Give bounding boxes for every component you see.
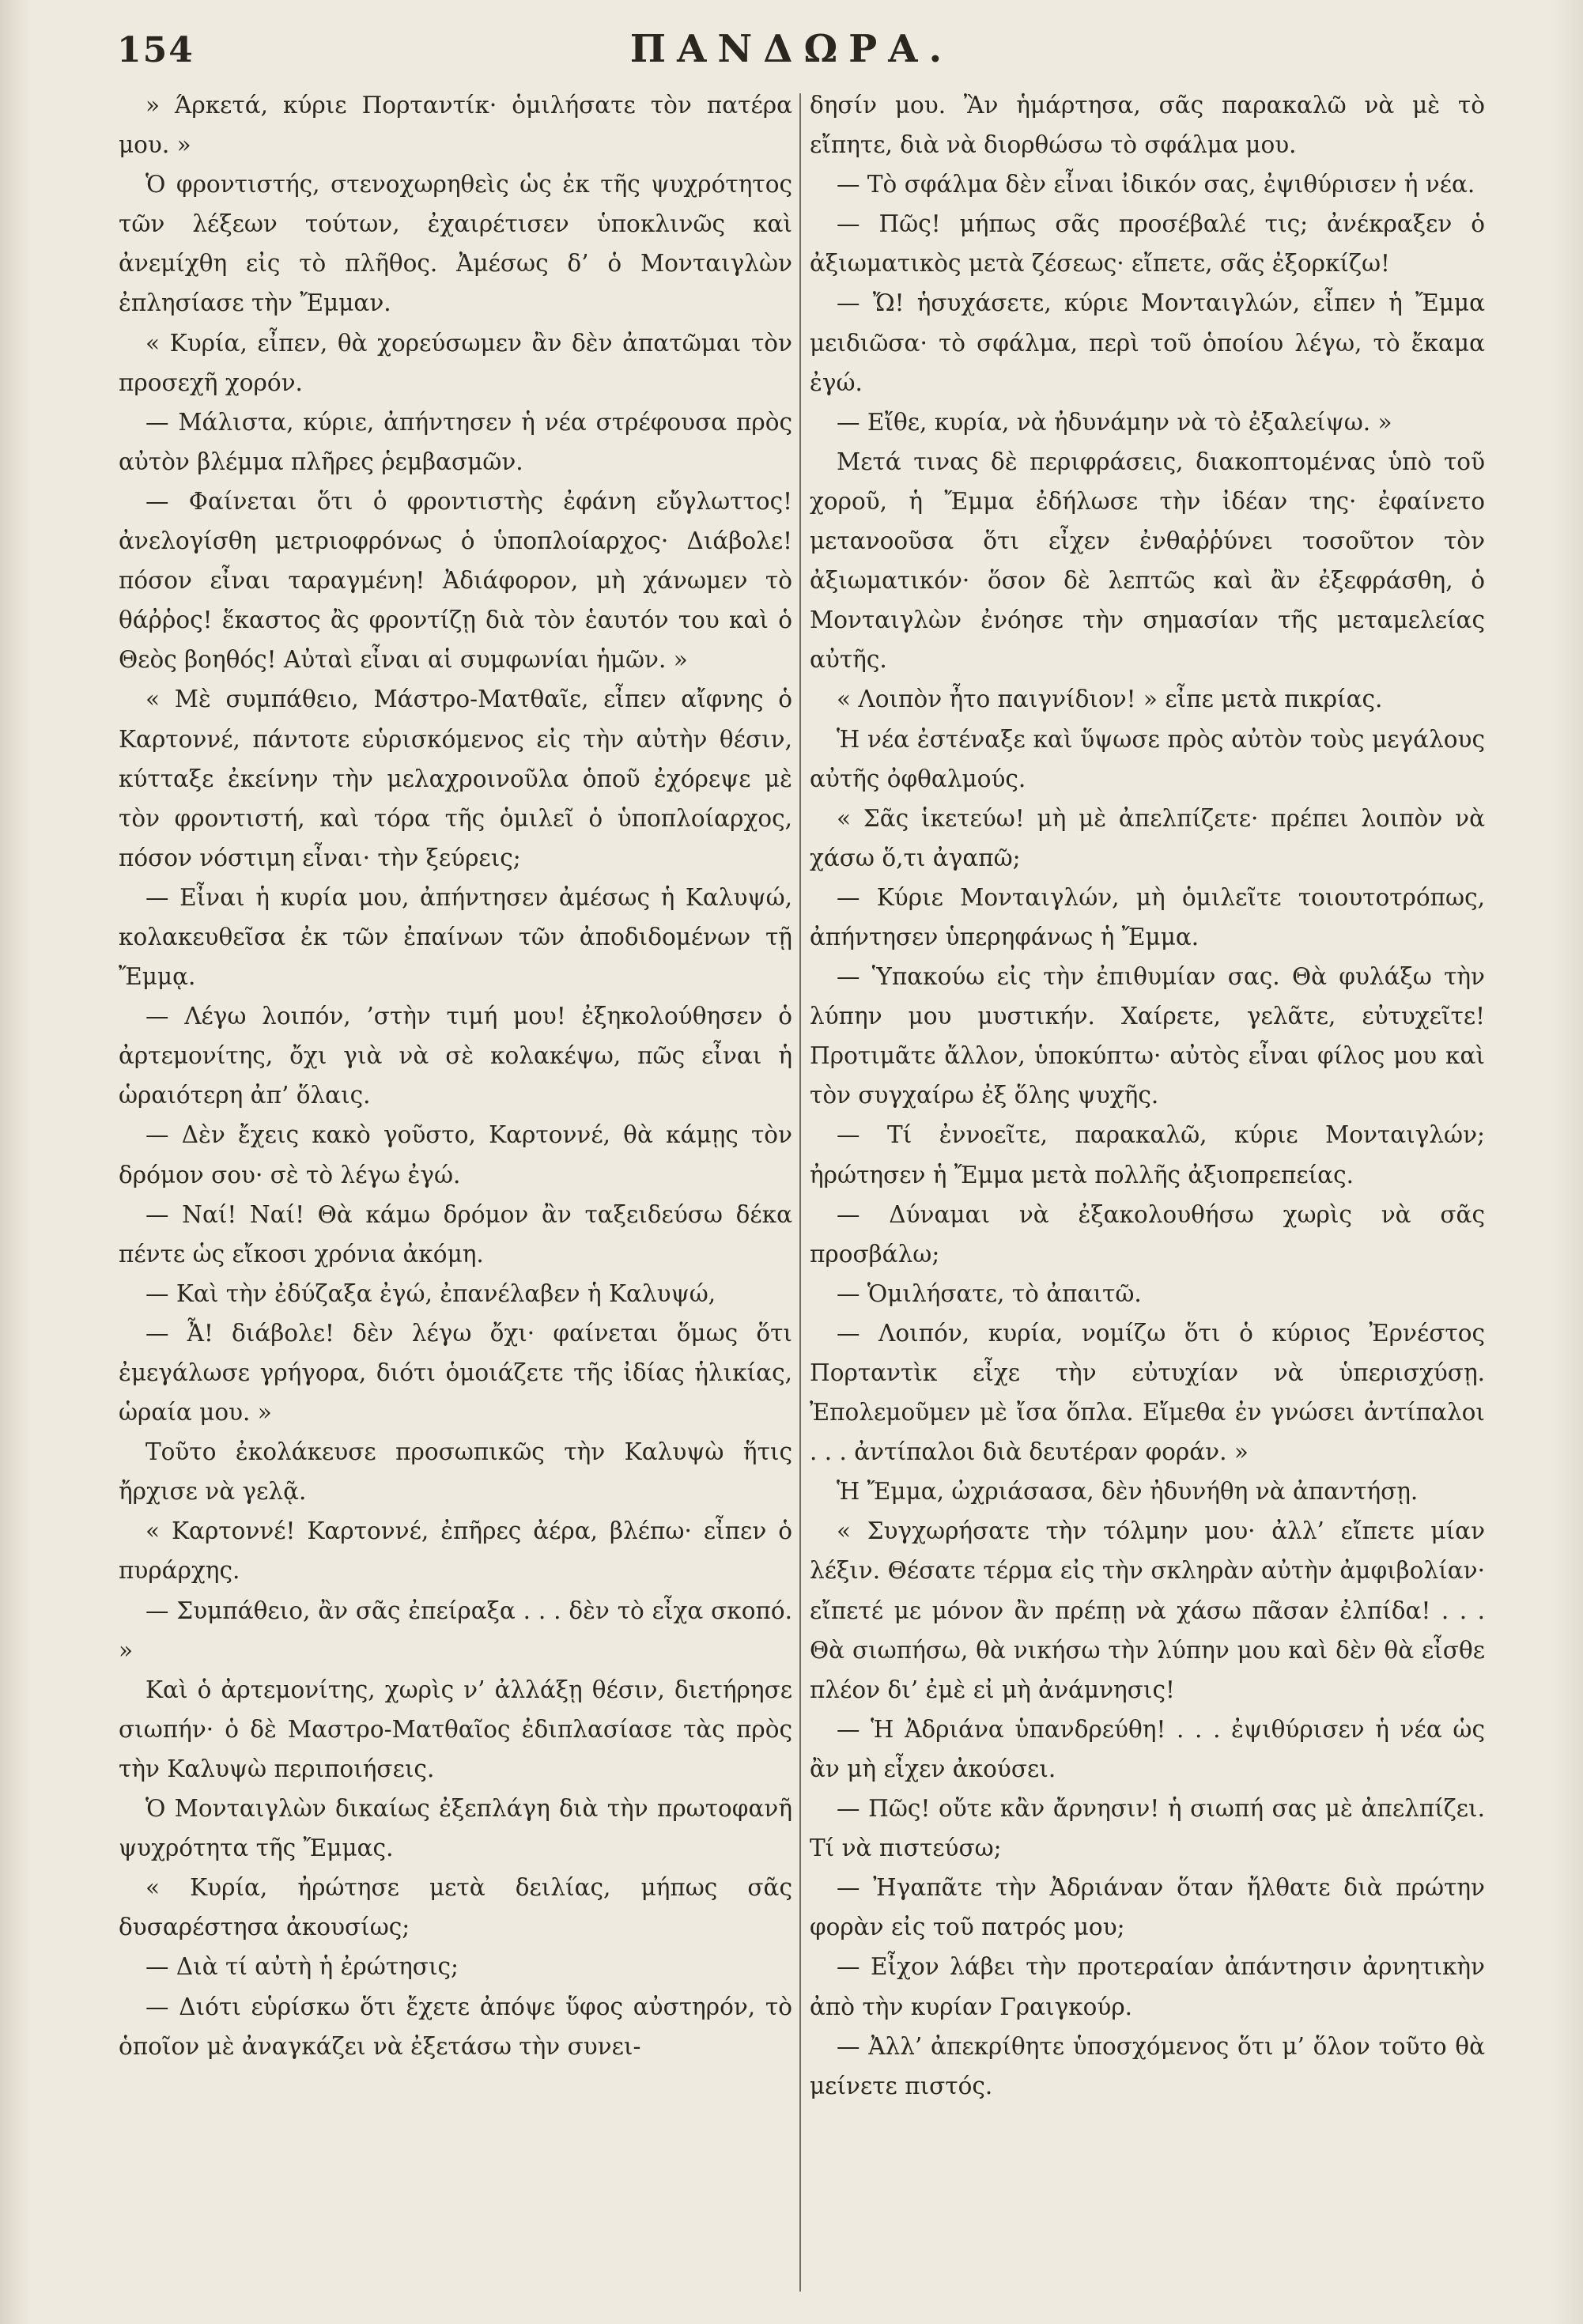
- paragraph: Ὁ Μονταιγλὼν δικαίως ἐξεπλάγη διὰ τὴν πρωτοφανῆ ψυχρότητα τῆς Ἔμμας.: [119, 1795, 792, 1862]
- paragraph: « Κυρία, ἠρώτησε μετὰ δειλίας, μήπως σᾶς δυσαρέστησα ἀκουσίως;: [119, 1874, 792, 1941]
- page-number: 154: [117, 30, 195, 70]
- paragraph: — Εἴθε, κυρία, νὰ ἠδυνάμην νὰ τὸ ἐξαλείψω. »: [837, 408, 1392, 436]
- paragraph: Καὶ ὁ ἀρτεμονίτης, χωρὶς ν’ ἀλλάξῃ θέσιν, διετήρησε σιωπήν· ὁ δὲ Μαστρο-Ματθαῖος ἐδιπλασίασε τὰς πρὸς τὴν Καλυψὼ περιποιήσεις.: [119, 1676, 792, 1782]
- paragraph: « Λοιπὸν ἦτο παιγνίδιον! » εἶπε μετὰ πικρίας.: [837, 686, 1383, 713]
- paragraph: « Κυρία, εἶπεν, θὰ χορεύσωμεν ἂν δὲν ἀπατῶμαι τὸν προσεχῆ χορόν.: [119, 329, 792, 396]
- paragraph: — Ἠγαπᾶτε τὴν Ἀδριάναν ὅταν ἤλθατε διὰ πρώτην φορὰν εἰς τοῦ πατρός μου;: [810, 1874, 1485, 1941]
- paragraph: — Ὁμιλήσατε, τὸ ἀπαιτῶ.: [837, 1279, 1142, 1307]
- paragraph: — Συμπάθειο, ἂν σᾶς ἐπείραξα . . . δὲν τὸ εἶχα σκοπό. »: [119, 1597, 792, 1664]
- paragraph: — Ἆ! διάβολε! δὲν λέγω ὄχι· φαίνεται ὅμως ὅτι ἐμεγάλωσε γρήγορα, διότι ὁμοιάζετε τῆς ἰδίας ἡλικίας, ὡραία μου. »: [119, 1319, 792, 1427]
- paragraph: — Τὸ σφάλμα δὲν εἶναι ἰδικόν σας, ἐψιθύρισεν ἡ νέα.: [837, 171, 1475, 198]
- paragraph: — Ἡ Ἀδριάνα ὑπανδρεύθη! . . . ἐψιθύρισεν ἡ νέα ὡς ἂν μὴ εἶχεν ἀκούσει.: [810, 1715, 1485, 1782]
- paragraph: — Ὑπακούω εἰς τὴν ἐπιθυμίαν σας. Θὰ φυλάξω τὴν λύπην μου μυστικήν. Χαίρετε, γελᾶτε, εὐτυχεῖτε! Προτιμᾶτε ἄλλον, ὑποκύπτω· αὐτὸς εἶναι φίλος μου καὶ τὸν συγχαίρω ἐξ ὅλης ψυχῆς.: [810, 963, 1485, 1109]
- paragraph: — Διότι εὑρίσκω ὅτι ἔχετε ἀπόψε ὕφος αὐστηρόν, τὸ ὁποῖον μὲ ἀναγκάζει νὰ ἐξετάσω τὴν συνει-: [119, 1993, 792, 2060]
- paragraph: — Εἶναι ἡ κυρία μου, ἀπήντησεν ἀμέσως ἡ Καλυψώ, κολακευθεῖσα ἐκ τῶν ἐπαίνων τῶν ἀποδιδομένων τῇ Ἔμμᾳ.: [119, 883, 792, 991]
- paragraph: — Πῶς! οὔτε κἂν ἄρνησιν! ἡ σιωπή σας μὲ ἀπελπίζει. Τί νὰ πιστεύσω;: [810, 1795, 1485, 1862]
- paragraph: — Ναί! Ναί! Θὰ κάμω δρόμον ἂν ταξειδεύσω δέκα πέντε ὡς εἴκοσι χρόνια ἀκόμη.: [119, 1200, 792, 1268]
- paragraph: Ἡ νέα ἐστέναξε καὶ ὕψωσε πρὸς αὐτὸν τοὺς μεγάλους αὐτῆς ὀφθαλμούς.: [810, 725, 1485, 792]
- paragraph: Μετά τινας δὲ περιφράσεις, διακοπτομένας ὑπὸ τοῦ χοροῦ, ἡ Ἔμμα ἐδήλωσε τὴν ἰδέαν της· ἐφαίνετο μετανοοῦσα ὅτι εἶχεν ἐνθαῤῥύνει τοσοῦτον τὸν ἀξιωματικόν· ὅσον δὲ λεπτῶς καὶ ἂν ἐξεφράσθη, ὁ Μονταιγλὼν ἐνόησε τὴν σημασίαν τῆς μεταμελείας αὐτῆς.: [810, 448, 1485, 674]
- paragraph: — Κύριε Μονταιγλών, μὴ ὁμιλεῖτε τοιουτοτρόπως, ἀπήντησεν ὑπερηφάνως ἡ Ἔμμα.: [810, 883, 1485, 950]
- paragraph: — Εἶχον λάβει τὴν προτεραίαν ἀπάντησιν ἀρνητικὴν ἀπὸ τὴν κυρίαν Γραιγκούρ.: [810, 1953, 1485, 2020]
- running-title: ΠΑΝΔΩΡΑ.: [629, 27, 954, 71]
- left-column: [119, 85, 792, 2066]
- paragraph: Ἡ Ἔμμα, ὠχριάσασα, δὲν ἠδυνήθη νὰ ἀπαντήσῃ.: [837, 1478, 1419, 1506]
- paragraph: « Καρτοννέ! Καρτοννέ, ἐπῆρες ἀέρα, βλέπω· εἶπεν ὁ πυράρχης.: [119, 1517, 792, 1585]
- paragraph: — Λοιπόν, κυρία, νομίζω ὅτι ὁ κύριος Ἐρνέστος Πορταντὶκ εἶχε τὴν εὐτυχίαν νὰ ὑπερισχύσῃ. Ἐπολεμοῦμεν μὲ ἴσα ὅπλα. Εἴμεθα ἐν γνώσει ἀντίπαλοι . . . ἀντίπαλοι διὰ δευτέραν φοράν. »: [810, 1319, 1485, 1466]
- paragraph: — Ἀλλ’ ἀπεκρίθητε ὑποσχόμενος ὅτι μ’ ὅλον τοῦτο θὰ μείνετε πιστός.: [810, 2032, 1485, 2099]
- paragraph: — Μάλιστα, κύριε, ἀπήντησεν ἡ νέα στρέφουσα πρὸς αὐτὸν βλέμμα πλῆρες ῥεμβασμῶν.: [119, 408, 792, 475]
- column-divider: [799, 93, 801, 2292]
- paragraph: — Δύναμαι νὰ ἐξακολουθήσω χωρὶς νὰ σᾶς προσβάλω;: [810, 1200, 1485, 1268]
- paragraph: δησίν μου. Ἂν ἡμάρτησα, σᾶς παρακαλῶ νὰ μὲ τὸ εἴπητε, διὰ νὰ διορθώσω τὸ σφάλμα μου.: [810, 92, 1485, 159]
- paragraph: — Διὰ τί αὐτὴ ἡ ἐρώτησις;: [145, 1953, 459, 1981]
- paragraph: « Σᾶς ἱκετεύω! μὴ μὲ ἀπελπίζετε· πρέπει λοιπὸν νὰ χάσω ὅ,τι ἀγαπῶ;: [810, 804, 1485, 871]
- page-header: [0, 24, 1583, 79]
- paragraph: — Τί ἐννοεῖτε, παρακαλῶ, κύριε Μονταιγλών; ἠρώτησεν ἡ Ἔμμα μετὰ πολλῆς ἀξιοπρεπείας.: [810, 1121, 1485, 1188]
- right-column: [810, 85, 1485, 2106]
- paragraph: — Πῶς! μήπως σᾶς προσέβαλέ τις; ἀνέκραξεν ὁ ἀξιωματικὸς μετὰ ζέσεως· εἴπετε, σᾶς ἐξορκίζω!: [810, 210, 1485, 278]
- paragraph: Τοῦτο ἐκολάκευσε προσωπικῶς τὴν Καλυψὼ ἥτις ἤρχισε νὰ γελᾷ.: [119, 1438, 792, 1506]
- paragraph: « Συγχωρήσατε τὴν τόλμην μου· ἀλλ’ εἴπετε μίαν λέξιν. Θέσατε τέρμα εἰς τὴν σκληρὰν αὐτὴν ἀμφιβολίαν· εἴπετέ με μόνον ἂν πρέπῃ νὰ χάσω πᾶσαν ἐλπίδα! . . . Θὰ σιωπήσω, θὰ νικήσω τὴν λύπην μου καὶ δὲν θὰ εἶσθε πλέον δι’ ἐμὲ εἰ μὴ ἀνάμνησις!: [810, 1517, 1485, 1703]
- paragraph: » Άρκετά, κύριε Πορταντίκ· ὁμιλήσατε τὸν πατέρα μου. »: [119, 92, 792, 159]
- paragraph: Ὁ φροντιστής, στενοχωρηθεὶς ὡς ἐκ τῆς ψυχρότητος τῶν λέξεων τούτων, ἐχαιρέτισεν ὑποκλινῶς καὶ ἀνεμίχθη εἰς τὸ πλῆθος. Ἀμέσως δ’ ὁ Μονταιγλὼν ἐπλησίασε τὴν Ἔμμαν.: [119, 171, 792, 317]
- paragraph: — Δὲν ἔχεις κακὸ γοῦστο, Καρτοννέ, θὰ κάμῃς τὸν δρόμον σου· σὲ τὸ λέγω ἐγώ.: [119, 1121, 792, 1188]
- paragraph: — Ὤ! ἡσυχάσετε, κύριε Μονταιγλών, εἶπεν ἡ Ἔμμα μειδιῶσα· τὸ σφάλμα, περὶ τοῦ ὁποίου λέγω, τὸ ἔκαμα ἐγώ.: [810, 289, 1485, 396]
- paragraph: — Λέγω λοιπόν, ’στὴν τιμή μου! ἐξηκολούθησεν ὁ ἀρτεμονίτης, ὄχι γιὰ νὰ σὲ κολακέψω, πῶς εἶναι ἡ ὡραιότερη ἀπ’ ὅλαις.: [119, 1003, 792, 1109]
- paragraph: « Μὲ συμπάθειο, Μάστρο-Ματθαῖε, εἶπεν αἴφνης ὁ Καρτοννέ, πάντοτε εὑρισκόμενος εἰς τὴν αὐτὴν θέσιν, κύτταξε ἐκείνην τὴν μελαχροινοῦλα ὁποῦ ἐχόρεψε μὲ τὸν φροντιστή, καὶ τόρα τῆς ὁμιλεῖ ὁ ὑποπλοίαρχος, πόσον νόστιμη εἶναι· τὴν ξεύρεις;: [119, 686, 792, 871]
- paragraph: — Φαίνεται ὅτι ὁ φροντιστὴς ἐφάνη εὔγλωττος! ἀνελογίσθη μετριοφρόνως ὁ ὑποπλοίαρχος· Διάβολε! πόσον εἶναι ταραγμένη! Ἀδιάφορον, μὴ χάνωμεν τὸ θάῤῥος! ἕκαστος ἂς φροντίζῃ διὰ τὸν ἑαυτόν του καὶ ὁ Θεὸς βοηθός! Αὐταὶ εἶναι αἱ συμφωνίαι ἡμῶν. »: [119, 487, 792, 674]
- paragraph: — Καὶ τὴν ἐδύζαξα ἐγώ, ἐπανέλαβεν ἡ Καλυψώ,: [145, 1279, 716, 1307]
